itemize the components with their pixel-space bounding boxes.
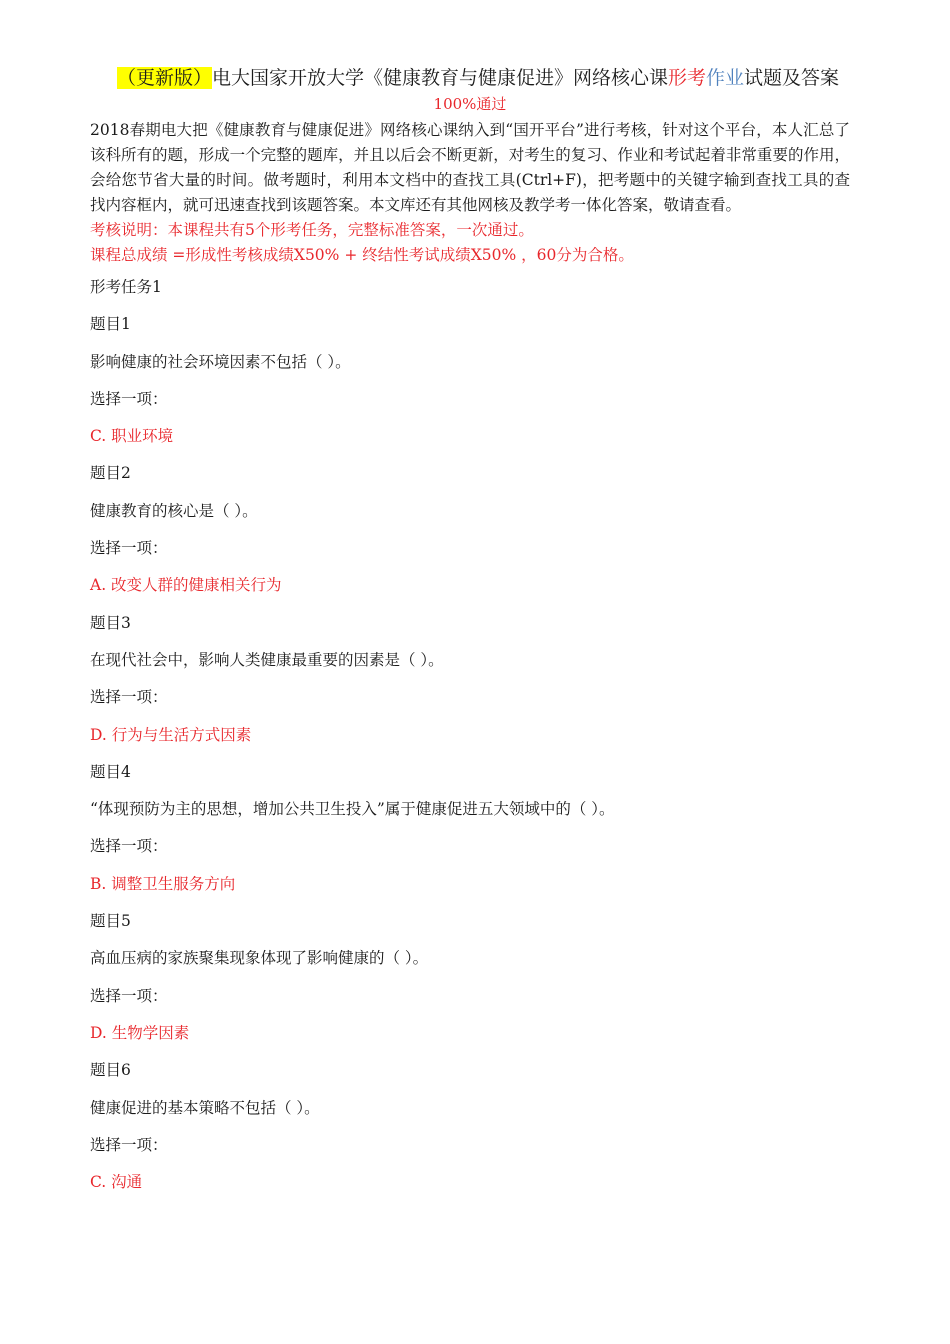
question-2 (90, 462, 850, 611)
question-text: 在现代社会中，影响人类健康最重要的因素是（ ）。 (90, 650, 444, 669)
document-title (98, 62, 858, 94)
question-6 (90, 1059, 850, 1208)
task-label: 形考任务1 (90, 278, 162, 296)
update-highlight: （更新版） (116, 67, 212, 89)
document-page (90, 62, 850, 1208)
assessment-note: 考核说明：本课程共有5个形考任务，完整标准答案，一次通过。 (90, 221, 534, 239)
choose-one-label: 选择一项： (90, 837, 168, 856)
question-answer: D. 生物学因素 (90, 1023, 190, 1042)
title-red-word: 形考 (667, 67, 706, 89)
question-answer: C. 职业环境 (90, 427, 174, 446)
question-text: 影响健康的社会环境因素不包括（ ）。 (90, 352, 351, 371)
question-3 (90, 612, 850, 761)
question-label: 题目3 (90, 613, 131, 632)
question-1 (90, 313, 850, 462)
choose-one-label: 选择一项： (90, 986, 168, 1005)
question-answer: B. 调整卫生服务方向 (90, 874, 236, 893)
question-5 (90, 910, 850, 1059)
question-text: 健康教育的核心是（ ）。 (90, 501, 258, 520)
question-text: 健康促进的基本策略不包括（ ）。 (90, 1098, 320, 1117)
question-4 (90, 761, 850, 910)
title-tail: 试题及答案 (744, 67, 840, 89)
question-label: 题目6 (90, 1061, 131, 1080)
question-answer: C. 沟通 (90, 1173, 143, 1192)
question-text: “体现预防为主的思想，增加公共卫生投入”属于健康促进五大领域中的（ ）。 (90, 800, 615, 819)
choose-one-label: 选择一项： (90, 389, 168, 408)
question-label: 题目1 (90, 315, 131, 334)
question-label: 题目5 (90, 912, 131, 931)
question-label: 题目4 (90, 762, 131, 781)
choose-one-label: 选择一项： (90, 688, 168, 707)
choose-one-label: 选择一项： (90, 539, 168, 558)
choose-one-label: 选择一项： (90, 1135, 168, 1154)
question-answer: D. 行为与生活方式因素 (90, 725, 252, 744)
pass-rate-subtitle: 100%通过 (433, 95, 507, 113)
question-text: 高血压病的家族聚集现象体现了影响健康的（ ）。 (90, 949, 429, 968)
title-main: 电大国家开放大学《健康教育与健康促进》网络核心课 (211, 67, 668, 89)
question-answer: A. 改变人群的健康相关行为 (90, 576, 282, 595)
grading-note: 课程总成绩 =形成性考核成绩X50% + 终结性考试成绩X50% ，60分为合格。 (90, 246, 634, 264)
intro-paragraph: 2018春期电大把《健康教育与健康促进》网络核心课纳入到“国开平台”进行考核，针对这个平台，本人汇总了该科所有的题，形成一个完整的题库，并且以后会不断更新，对考生的复习、作业和考试起着非常重要的作用，会给您节省大量的时间。做考题时，利用本文档中的查找工具(Ctrl+F)，把考题中的关键字输到查找工具的查找内容框内，就可迅速查找到该题答案。本文库还有其他网核及教学考一体化答案，敬请查看。 (90, 121, 850, 214)
title-blue-word: 作业 (706, 67, 745, 89)
question-label: 题目2 (90, 464, 131, 483)
